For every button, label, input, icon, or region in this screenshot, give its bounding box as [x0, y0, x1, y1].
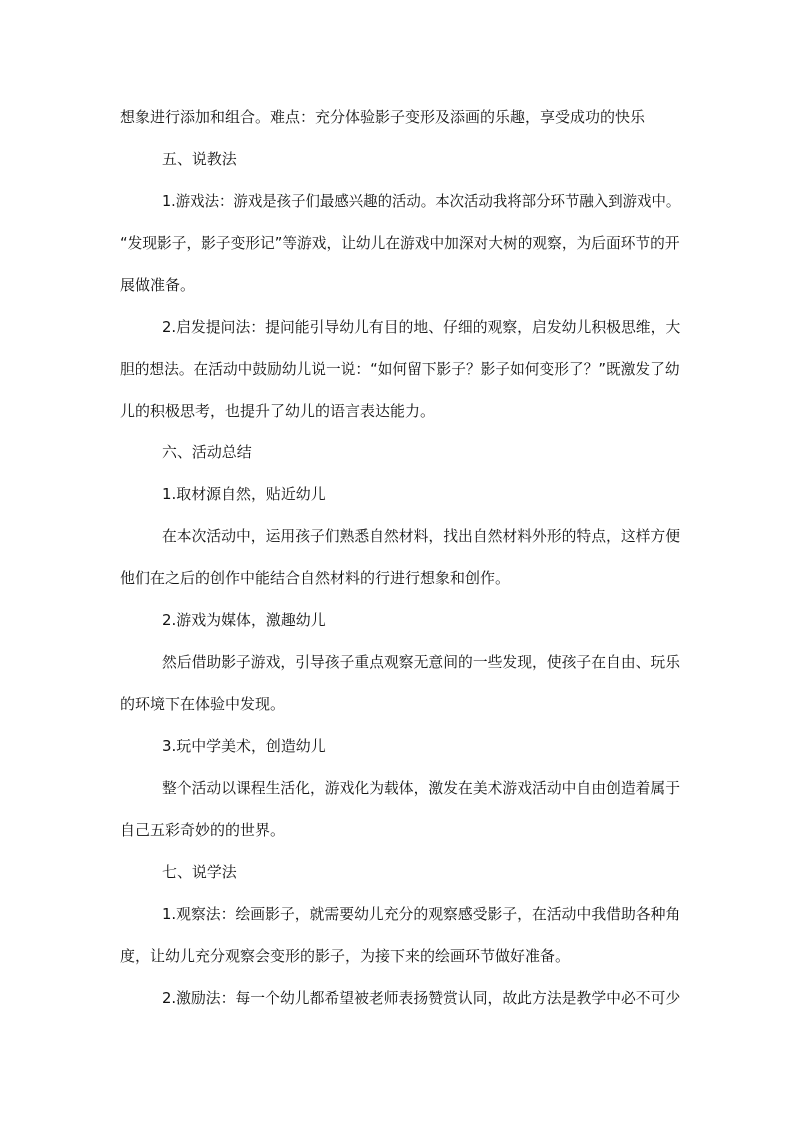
paragraph-line: 胆的想法。在活动中鼓励幼儿说一说：“如何留下影子？影子如何变形了？”既激发了幼 — [120, 360, 680, 378]
subheading: 1.取材源自然，贴近幼儿 — [162, 485, 326, 503]
paragraph-line: 他们在之后的创作中能结合自然材料的行进行想象和创作。 — [120, 569, 511, 587]
paragraph-line: 然后借助影子游戏，引导孩子重点观察无意间的一些发现，使孩子在自由、玩乐 — [162, 653, 681, 671]
paragraph-line: “发现影子，影子变形记”等游戏，让幼儿在游戏中加深对大树的观察，为后面环节的开 — [120, 234, 680, 252]
section-heading: 五、说教法 — [162, 150, 237, 168]
paragraph-line: 展做准备。 — [120, 276, 196, 294]
paragraph-line: 在本次活动中，运用孩子们熟悉自然材料，找出自然材料外形的特点，这样方便 — [162, 527, 681, 545]
section-heading: 七、说学法 — [162, 863, 237, 881]
paragraph-line: 2.激励法：每一个幼儿都希望被老师表扬赞赏认同，故此方法是教学中必不可少 — [162, 989, 681, 1007]
paragraph-line: 的环境下在体验中发现。 — [120, 695, 286, 713]
paragraph-line: 1.游戏法：游戏是孩子们最感兴趣的活动。本次活动我将部分环节融入到游戏中。 — [162, 192, 681, 210]
subheading: 3.玩中学美术，创造幼儿 — [162, 737, 326, 755]
paragraph-line: 儿的积极思考，也提升了幼儿的语言表达能力。 — [120, 402, 436, 420]
paragraph-line: 2.启发提问法：提问能引导幼儿有目的地、仔细的观察，启发幼儿积极思维，大 — [162, 318, 681, 336]
section-heading: 六、活动总结 — [162, 443, 252, 461]
paragraph-line: 整个活动以课程生活化，游戏化为载体，激发在美术游戏活动中自由创造着属于 — [162, 779, 681, 797]
paragraph-line: 1.观察法：绘画影子，就需要幼儿充分的观察感受影子，在活动中我借助各种角 — [162, 905, 681, 923]
paragraph-line: 想象进行添加和组合。难点：充分体验影子变形及添画的乐趣，享受成功的快乐 — [120, 108, 646, 126]
paragraph-line: 自己五彩奇妙的的世界。 — [120, 821, 286, 839]
subheading: 2.游戏为媒体，激趣幼儿 — [162, 611, 326, 629]
paragraph-line: 度，让幼儿充分观察会变形的影子，为接下来的绘画环节做好准备。 — [120, 947, 571, 965]
